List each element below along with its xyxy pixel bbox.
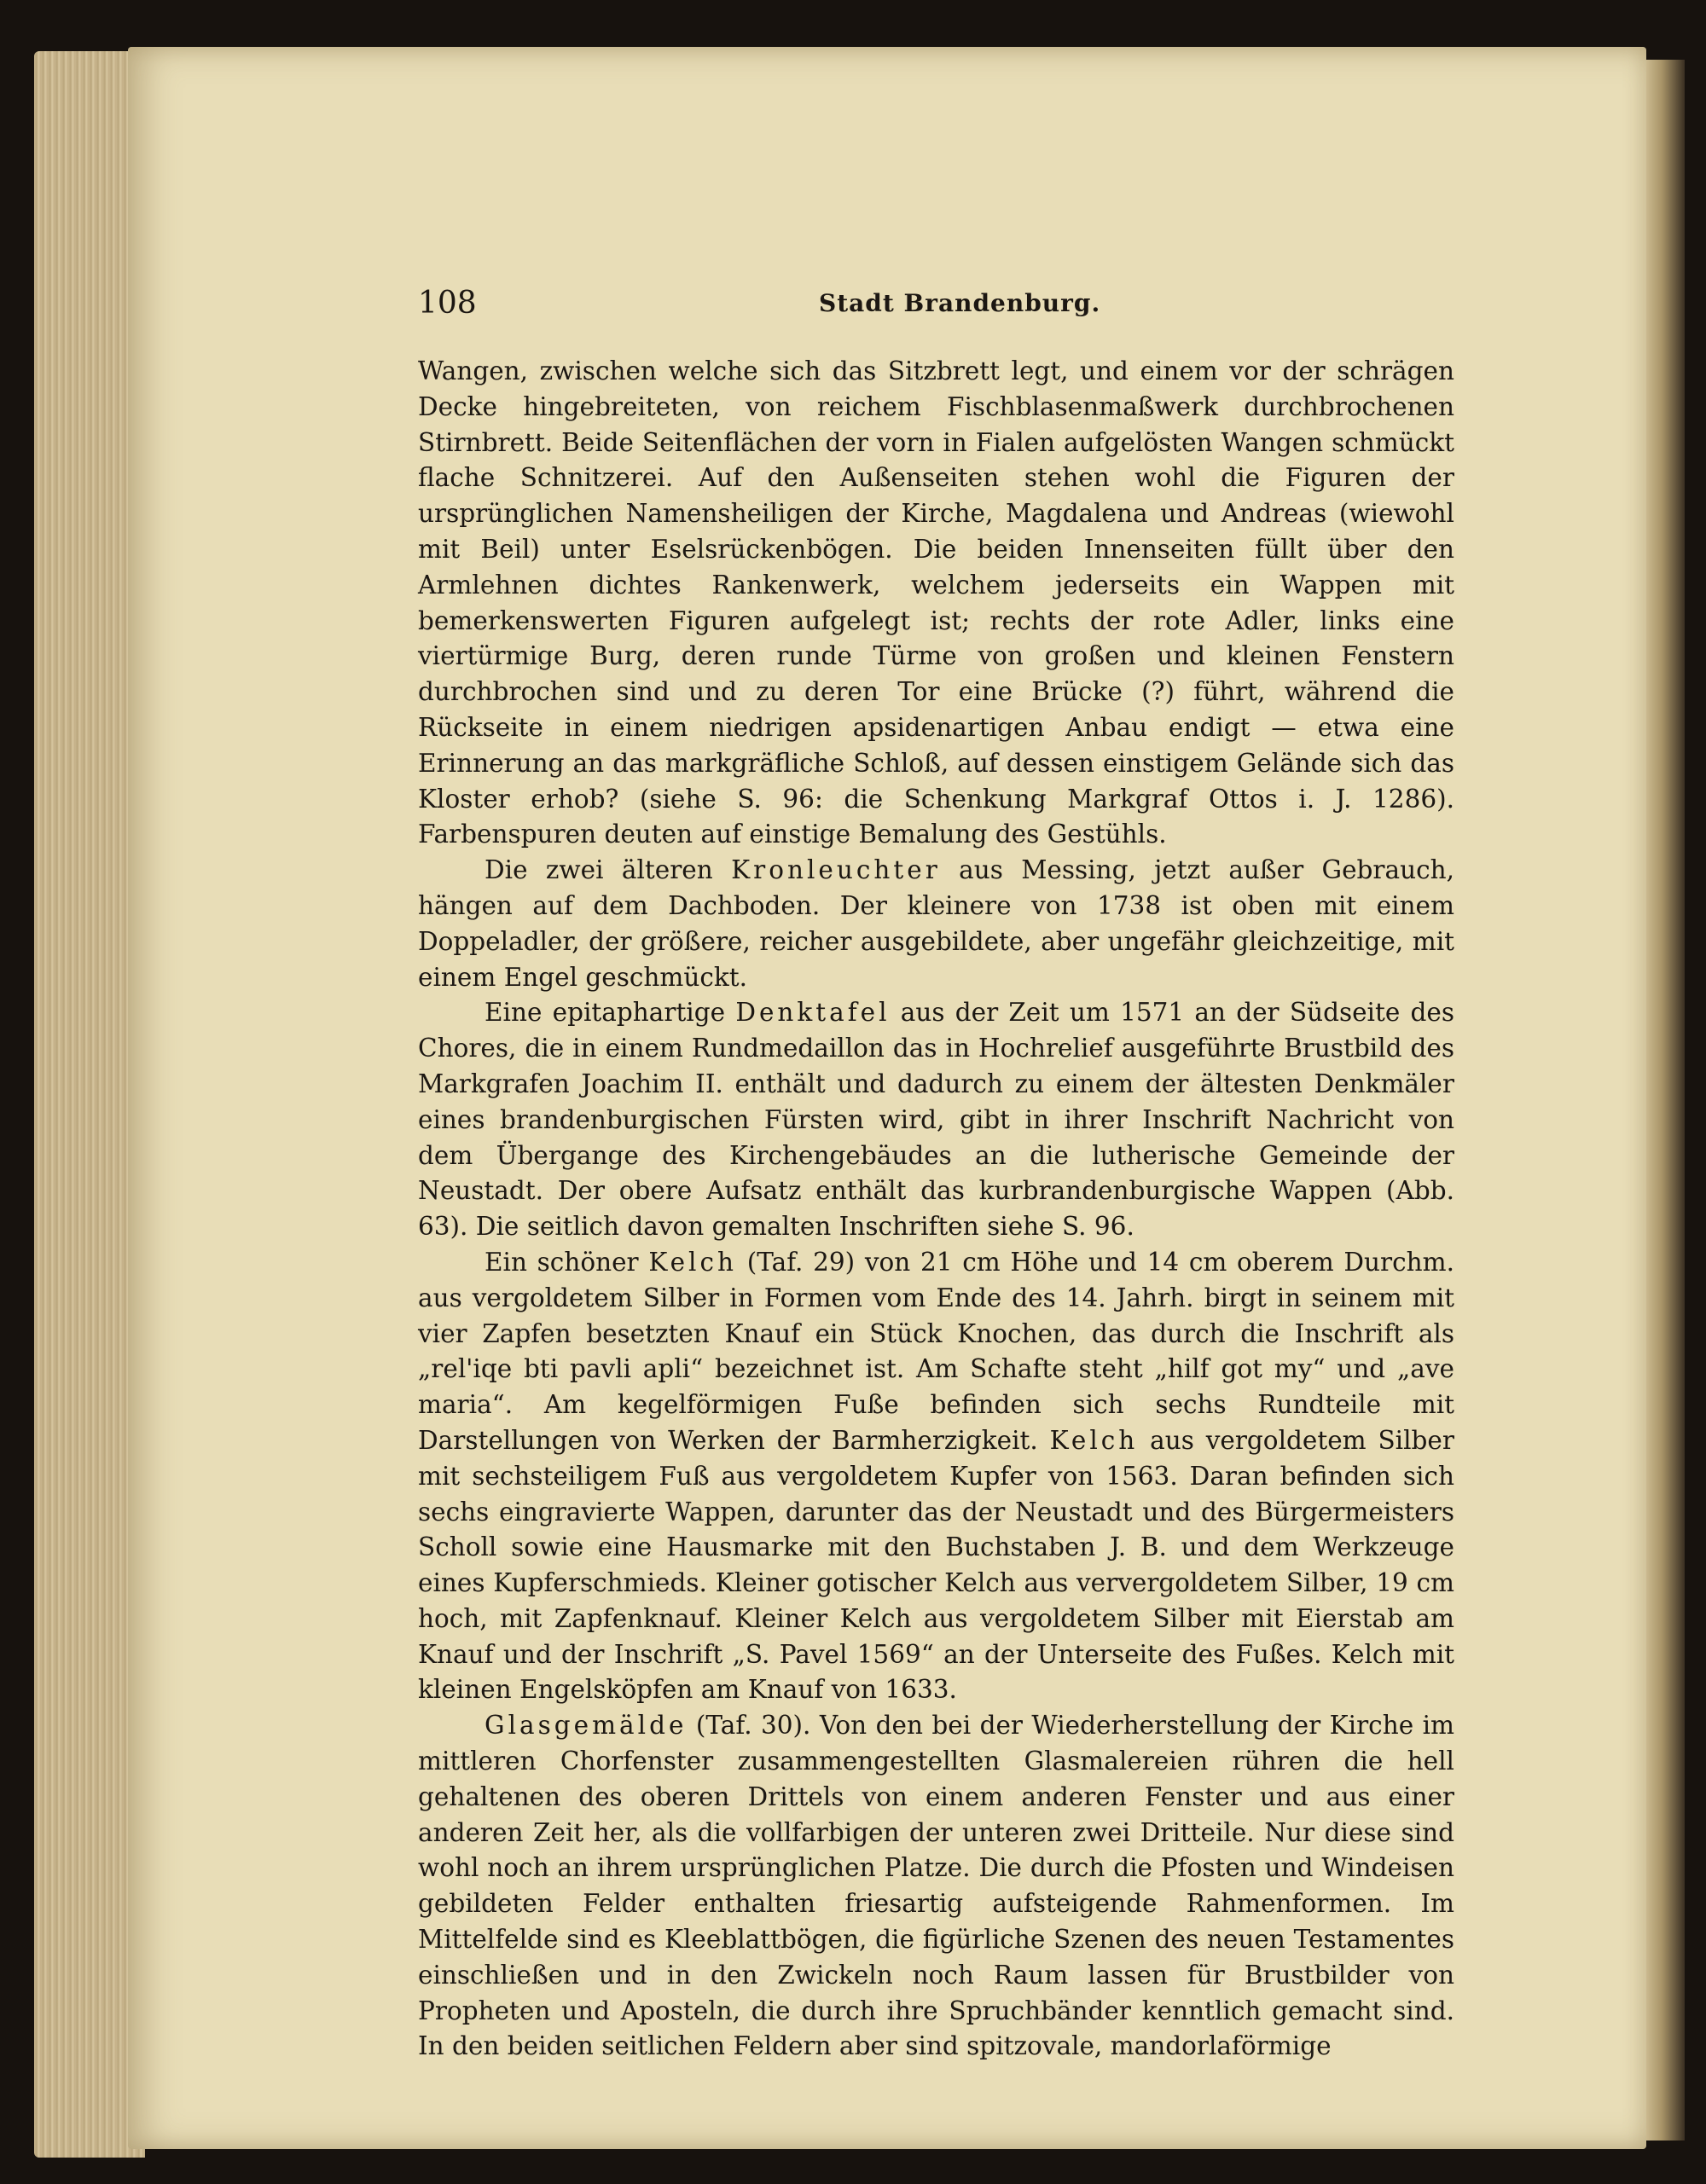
emphasis-term: Kronleuchter	[731, 855, 941, 885]
page-header	[418, 286, 1454, 328]
paragraph-stained-glass	[418, 1708, 1454, 2065]
emphasis-term: Kelch	[648, 1247, 738, 1277]
body-text	[418, 354, 1454, 2065]
page-number: 108	[418, 286, 477, 321]
text-run: aus Messing, jetzt außer Gebrauch, hängen auf dem Dachboden. Der kleinere von 1738 ist oben mit einem Doppeladler, der größere, reicher ausgebildete, aber ungefähr gleichzeitige, mit einem Engel geschmückt.	[418, 855, 1454, 992]
paragraph-chandeliers	[418, 853, 1454, 995]
text-run: Wangen, zwischen welche sich das Sitzbrett legt, und einem vor der schrägen Decke hingebreiteten, von reichem Fischblasenmaßwerk durchbrochenen Stirnbrett. Beide Seitenflächen der vorn in Fialen aufgelösten Wangen schmückt flache Schnitzerei. Auf den Außenseiten stehen wohl die Figuren der ursprünglichen Namensheiligen der Kirche, Magdalena und Andreas (wiewohl mit Beil) unter Eselsrückenbögen. Die beiden Innenseiten füllt über den Armlehnen dichtes Rankenwerk, welchem jederseits ein Wappen mit bemerkenswerten Figuren aufgelegt ist; rechts der rote Adler, links eine viertürmige Burg, deren runde Türme von großen und kleinen Fenstern durchbrochen sind und zu deren Tor eine Brücke (?) führt, während die Rückseite in einem niedrigen apsidenartigen Anbau endigt — etwa eine Erinnerung an das markgräfliche Schloß, auf dessen einstigem Gelände sich das Kloster erhob? (siehe S. 96: die Schenkung Markgraf Ottos i. J. 1286). Farbenspuren deuten auf einstige Bemalung des Gestühls.	[418, 356, 1454, 849]
running-title: Stadt Brandenburg.	[819, 289, 1101, 317]
text-run: (Taf. 29) von 21 cm Höhe und 14 cm oberem Durchm. aus vergoldetem Silber in Formen vom Ende des 14. Jahrh. birgt in seinem mit vier Zapfen besetzten Knauf ein Stück Knochen, das durch die Inschrift als „rel'iqe bti pavli apli“ bezeichnet ist. Am Schafte steht „hilf got my“ und „ave maria“. Am kegelförmigen Fuße befinden sich sechs Rundteile mit Darstellungen von Werken der Barmherzigkeit.	[418, 1247, 1455, 1455]
text-run: Die zwei älteren	[485, 855, 732, 885]
facing-page-edge	[1646, 60, 1685, 2141]
text-run: aus vergoldetem Silber mit sechsteiligem Fuß aus vergoldetem Kupfer von 1563. Daran befinden sich sechs eingravierte Wappen, darunter das der Neustadt und des Bürgermeisters Scholl sowie eine Hausmarke mit den Buchstaben J. B. und dem Werkzeuge eines Kupferschmieds. Kleiner gotischer Kelch aus ververgoldetem Silber, 19 cm hoch, mit Zapfenknauf. Kleiner Kelch aus vergoldetem Silber mit Eierstab am Knauf und der Inschrift „S. Pavel 1569“ an der Unterseite des Fußes. Kelch mit kleinen Engelsköpfen am Knauf von 1633.	[418, 1425, 1454, 1705]
text-run: aus der Zeit um 1571 an der Südseite des Chores, die in einem Rundmedaillon das in Hochrelief ausgeführte Brustbild des Markgrafen Joachim II. enthält und dadurch zu einem der ältesten Denkmäler eines brandenburgischen Fürsten wird, gibt in ihrer Inschrift Nachricht von dem Übergange des Kirchengebäudes an die lutherische Gemeinde der Neustadt. Der obere Aufsatz enthält das kurbrandenburgische Wappen (Abb. 63). Die seitlich davon gemalten Inschriften siehe S. 96.	[418, 998, 1455, 1242]
paragraph-memorial-tablet	[418, 995, 1454, 1245]
emphasis-term: Denktafel	[735, 998, 891, 1028]
paragraph-choir-stalls	[418, 354, 1454, 853]
emphasis-term: Glasgemälde	[485, 1711, 688, 1741]
paragraph-chalices	[418, 1245, 1454, 1708]
text-run: Ein schöner	[485, 1247, 649, 1277]
text-run: (Taf. 30). Von den bei der Wiederherstellung der Kirche im mittleren Chorfenster zusammengestellten Glasmalereien rühren die hell gehaltenen des oberen Drittels von einem anderen Fenster und aus einer anderen Zeit her, als die vollfarbigen der unteren zwei Dritteile. Nur diese sind wohl noch an ihrem ursprünglichen Platze. Die durch die Pfosten und Windeisen gebildeten Felder enthalten friesartig aufsteigende Rahmenformen. Im Mittelfelde sind es Kleeblattbögen, die figürliche Szenen des neuen Testamentes einschließen und in den Zwickeln noch Raum lassen für Brustbilder von Propheten und Aposteln, die durch ihre Spruchbänder kenntlich gemacht sind. In den beiden seitlichen Feldern aber sind spitzovale, mandorlaförmige	[418, 1711, 1454, 2061]
text-run: Eine epitaphartige	[485, 998, 736, 1028]
emphasis-term: Kelch	[1049, 1425, 1139, 1455]
